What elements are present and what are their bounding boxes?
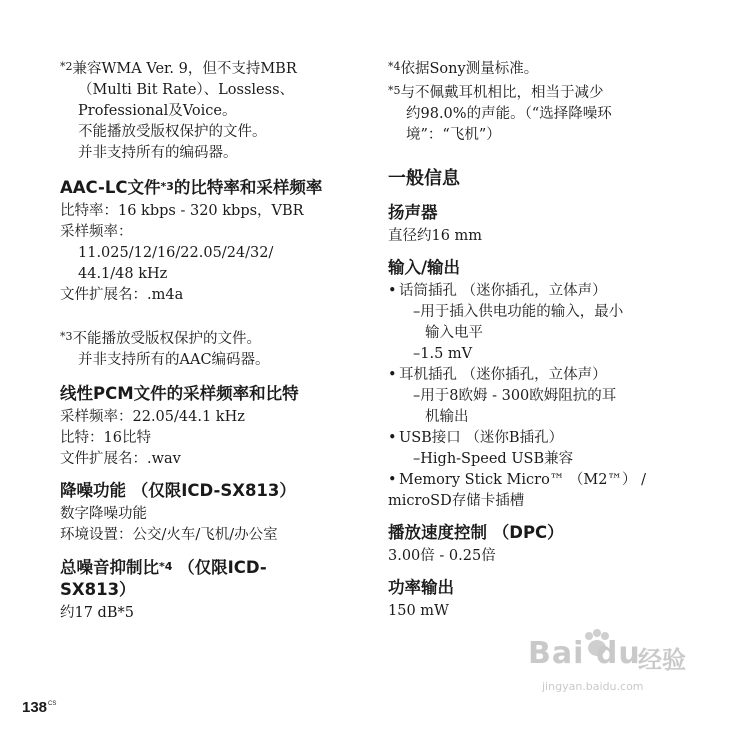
io-section bbox=[388, 257, 688, 512]
dpc-value: 3.00倍 - 0.25倍 bbox=[388, 548, 496, 564]
noise-cancel-heading: 降噪功能 （仅限ICD-SX813） bbox=[60, 481, 296, 500]
power-section bbox=[388, 577, 688, 622]
speaker-heading: 扬声器 bbox=[388, 203, 438, 222]
bullet: • bbox=[388, 430, 397, 446]
pcm-samplerate: 采样频率：22.05/44.1 kHz bbox=[60, 409, 245, 425]
bullet: • bbox=[388, 283, 397, 299]
footnote-5: $^{*5}$与不佩戴耳机相比，相当于减少 约98.0%的声能。（“选择降噪环 境”：“飞机”） bbox=[388, 84, 612, 143]
aac-samplerate-values: 44.1/48 kHz bbox=[78, 266, 168, 282]
left-column bbox=[60, 56, 360, 624]
page-number: $138^{CS}$ bbox=[22, 699, 57, 716]
io-list bbox=[388, 281, 688, 512]
aac-bitrate: 比特率：16 kbps - 320 kbps，VBR bbox=[60, 203, 304, 219]
right-column bbox=[388, 56, 688, 622]
footnote-4: $^{*4}$依据Sony测量标准。 bbox=[388, 60, 539, 77]
speaker-section bbox=[388, 202, 688, 247]
watermark-url: jingyan.baidu.com bbox=[542, 680, 644, 693]
footnote-marker: *4 bbox=[388, 60, 401, 73]
list-item-memory-card: • Memory Stick Micro™ （M2™） / microSD存储卡插槽 bbox=[388, 472, 646, 509]
dpc-section bbox=[388, 522, 688, 567]
pcm-extension: 文件扩展名：.wav bbox=[60, 451, 181, 467]
footnote-marker: *5 bbox=[388, 84, 401, 97]
footnote-marker: *2 bbox=[60, 60, 73, 73]
bullet: • bbox=[388, 472, 397, 488]
noise-suppression-heading: 总噪音抑制比*4 （仅限ICD- bbox=[60, 558, 267, 577]
power-value: 150 mW bbox=[388, 603, 449, 619]
list-item-usb: • USB接口 （迷你B插孔） –High-Speed USB兼容 bbox=[388, 430, 574, 467]
power-heading: 功率输出 bbox=[388, 578, 454, 597]
pcm-section bbox=[60, 383, 360, 470]
aac-extension: 文件扩展名：.m4a bbox=[60, 287, 184, 303]
watermark-logo: Bai du bbox=[528, 636, 641, 671]
noise-suppression-value: 约17 dB*5 bbox=[60, 605, 134, 621]
aac-section bbox=[60, 176, 360, 306]
general-info-heading: 一般信息 bbox=[388, 168, 460, 189]
aac-heading: AAC-LC文件*3的比特率和采样频率 bbox=[60, 178, 323, 197]
noise-suppression-section bbox=[60, 556, 360, 624]
list-item-headphone-jack: • 耳机插孔 （迷你插孔，立体声） –用于8欧姆 - 300欧姆阻抗的耳 机输出 bbox=[388, 367, 617, 425]
noise-cancel-line: 环境设置：公交/火车/飞机/办公室 bbox=[60, 527, 278, 543]
noise-cancel-line: 数字降噪功能 bbox=[60, 506, 147, 522]
watermark bbox=[528, 628, 728, 708]
footnote-marker: *3 bbox=[60, 330, 73, 343]
pcm-bits: 比特：16比特 bbox=[60, 430, 151, 446]
watermark-cn: 经验 bbox=[638, 646, 686, 674]
aac-samplerate-label: 采样频率： bbox=[60, 224, 133, 240]
noise-suppression-heading-cont: SX813） bbox=[60, 580, 136, 599]
footnote-3: $^{*3}$不能播放受版权保护的文件。 并非支持所有的AAC编码器。 bbox=[60, 330, 270, 368]
bullet: • bbox=[388, 367, 397, 383]
list-item-mic-jack: • 话筒插孔 （迷你插孔，立体声） –用于插入供电功能的输入，最小 输入电平 –1.5 mV bbox=[388, 283, 624, 362]
io-heading: 输入/输出 bbox=[388, 258, 461, 277]
speaker-value: 直径约16 mm bbox=[388, 228, 483, 244]
language-code: CS bbox=[48, 701, 57, 707]
pcm-heading: 线性PCM文件的采样频率和比特 bbox=[60, 384, 299, 403]
aac-samplerate-values: 11.025/12/16/22.05/24/32/ bbox=[78, 245, 274, 261]
dpc-heading: 播放速度控制 （DPC） bbox=[388, 523, 564, 542]
noise-cancel-section bbox=[60, 480, 360, 546]
footnote-2: $^{*2}$兼容WMA Ver. 9，但不支持MBR （Multi Bit Rate）、Lossless、 Professional及Voice。 不能播放受版权保护的文件。 并非支持所有的编码器。 bbox=[60, 60, 297, 161]
